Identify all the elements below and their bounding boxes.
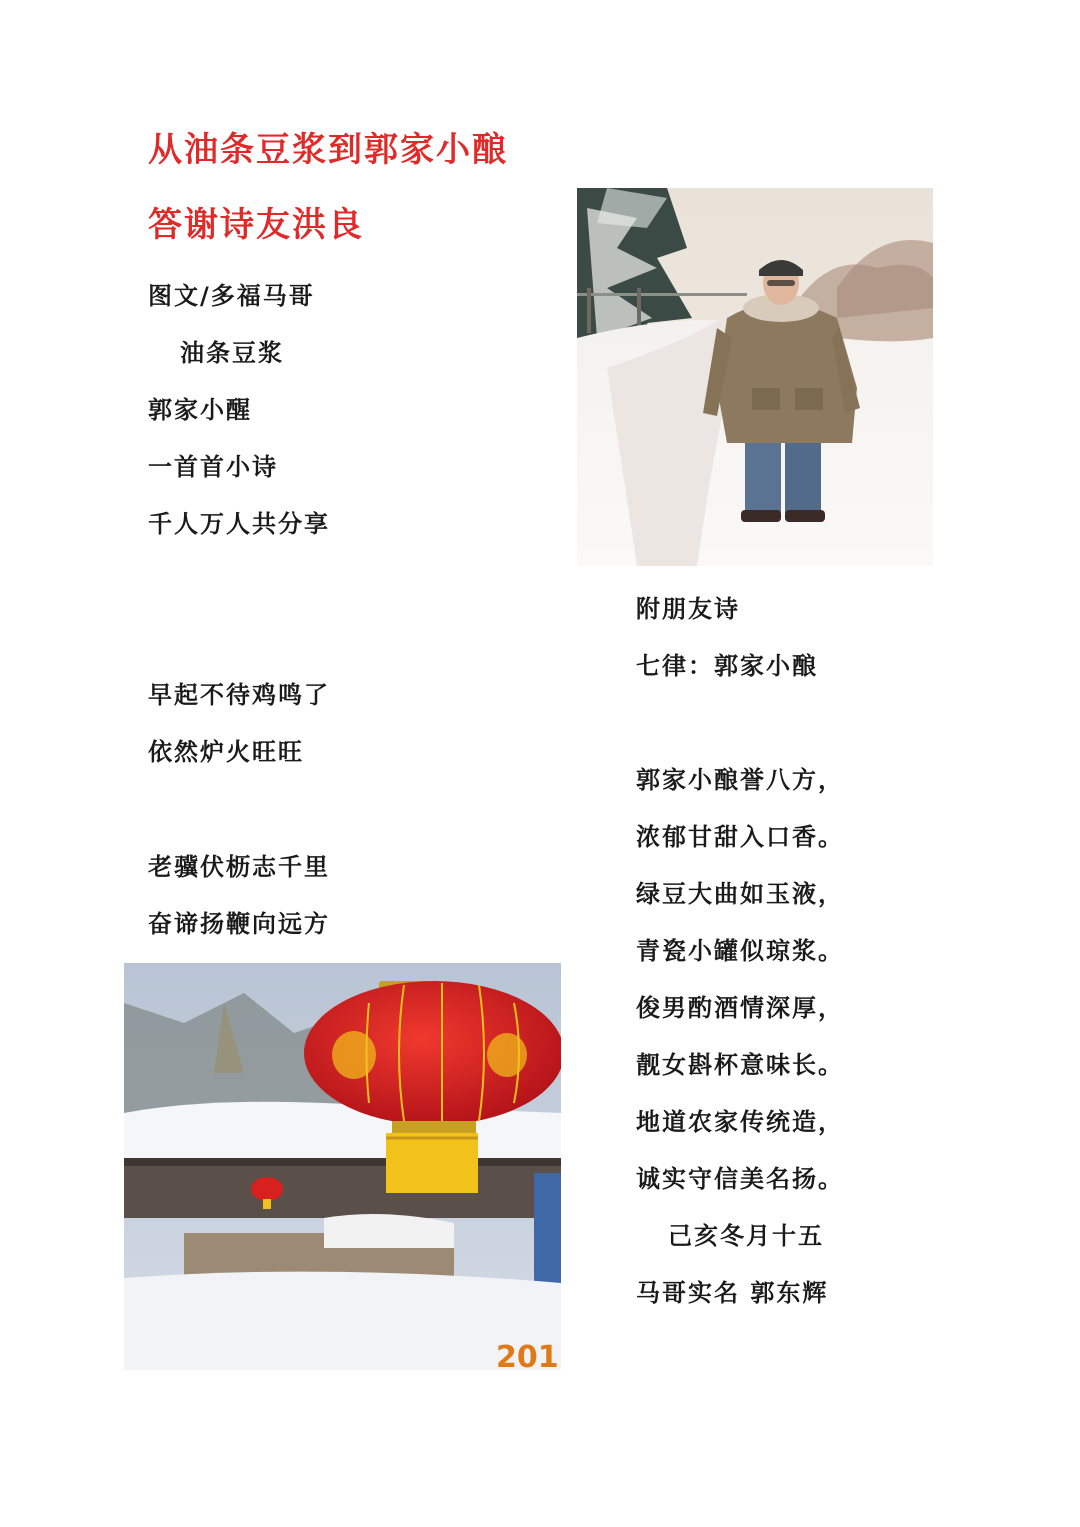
poem-line: 奋谛扬鞭向远方 bbox=[148, 910, 330, 938]
poem-line: 一首首小诗 bbox=[148, 453, 278, 481]
friend-poem-subtitle: 七律：郭家小酿 bbox=[636, 652, 818, 680]
friend-poem-line: 地道农家传统造， bbox=[636, 1108, 844, 1136]
title-line-1: 从油条豆浆到郭家小酿 bbox=[148, 130, 508, 170]
friend-poem-line: 浓郁甘甜入口香。 bbox=[636, 823, 844, 851]
friend-poem-line: 俊男酌酒情深厚， bbox=[636, 994, 844, 1022]
friend-poem-line: 靓女斟杯意味长。 bbox=[636, 1051, 844, 1079]
friend-poem-line: 郭家小酿誉八方， bbox=[636, 766, 844, 794]
photo-year-text: 201 bbox=[496, 1340, 559, 1370]
title-line-2: 答谢诗友洪良 bbox=[148, 205, 364, 245]
friend-poem-line: 青瓷小罐似琼浆。 bbox=[636, 937, 844, 965]
friend-poem-line: 绿豆大曲如玉液， bbox=[636, 880, 844, 908]
photo-red-lantern bbox=[124, 963, 561, 1370]
poem-date: 己亥冬月十五 bbox=[668, 1222, 824, 1250]
poem-line: 郭家小醒 bbox=[148, 396, 252, 424]
byline: 图文/多福马哥 bbox=[148, 282, 315, 310]
poem-line: 千人万人共分享 bbox=[148, 510, 330, 538]
friend-poem-line: 诚实守信美名扬。 bbox=[636, 1165, 844, 1193]
poem-line: 油条豆浆 bbox=[180, 339, 284, 367]
poem-line: 早起不待鸡鸣了 bbox=[148, 681, 330, 709]
poem-line: 老骥伏枥志千里 bbox=[148, 853, 330, 881]
photo-man-in-snow bbox=[577, 188, 933, 566]
poem-line: 依然炉火旺旺 bbox=[148, 738, 304, 766]
poem-author: 马哥实名 郭东辉 bbox=[636, 1279, 829, 1307]
friend-poem-heading: 附朋友诗 bbox=[636, 595, 740, 623]
